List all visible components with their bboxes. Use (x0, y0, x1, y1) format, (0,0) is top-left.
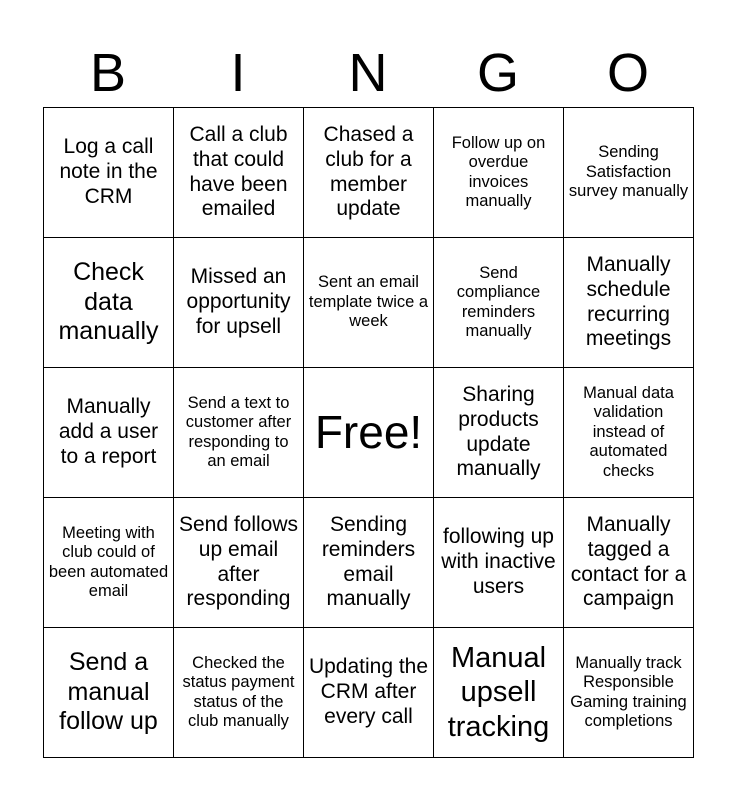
board-row-3 (44, 368, 694, 498)
bingo-cell-i5[interactable]: Checked the status payment status of the club manually (174, 628, 304, 758)
header-letter-i: I (230, 43, 246, 103)
bingo-cell-g5[interactable]: Manual upsell tracking (434, 628, 564, 758)
bingo-cell-b3[interactable]: Manually add a user to a report (44, 368, 174, 498)
bingo-cell-b4[interactable]: Meeting with club could of been automated email (44, 498, 174, 628)
bingo-cell-o3[interactable]: Manual data validation instead of automated checks (564, 368, 694, 498)
bingo-cell-g1[interactable]: Follow up on overdue invoices manually (434, 108, 564, 238)
bingo-header (43, 40, 693, 106)
board-row-5 (44, 628, 694, 758)
header-letter-b: B (89, 43, 127, 103)
bingo-cell-o5[interactable]: Manually track Responsible Gaming training completions (564, 628, 694, 758)
bingo-cell-b1[interactable]: Log a call note in the CRM (44, 108, 174, 238)
bingo-cell-b2[interactable]: Check data manually (44, 238, 174, 368)
bingo-cell-o1[interactable]: Sending Satisfaction survey manually (564, 108, 694, 238)
header-letter-n: N (348, 43, 388, 103)
board-row-4 (44, 498, 694, 628)
bingo-board (43, 107, 694, 758)
bingo-cell-g2[interactable]: Send compliance reminders manually (434, 238, 564, 368)
header-letter-o: O (606, 43, 649, 103)
bingo-cell-free[interactable]: Free! (304, 368, 434, 498)
bingo-cell-n4[interactable]: Sending reminders email manually (304, 498, 434, 628)
bingo-cell-b5[interactable]: Send a manual follow up (44, 628, 174, 758)
board-row-1 (44, 108, 694, 238)
bingo-cell-i3[interactable]: Send a text to customer after responding to an email (174, 368, 304, 498)
bingo-cell-o2[interactable]: Manually schedule recurring meetings (564, 238, 694, 368)
header-letter-g: G (476, 43, 519, 103)
bingo-cell-n2[interactable]: Sent an email template twice a week (304, 238, 434, 368)
bingo-cell-i4[interactable]: Send follows up email after responding (174, 498, 304, 628)
bingo-cell-n1[interactable]: Chased a club for a member update (304, 108, 434, 238)
bingo-cell-i1[interactable]: Call a club that could have been emailed (174, 108, 304, 238)
bingo-cell-n5[interactable]: Updating the CRM after every call (304, 628, 434, 758)
bingo-cell-g3[interactable]: Sharing products update manually (434, 368, 564, 498)
bingo-cell-g4[interactable]: following up with inactive users (434, 498, 564, 628)
bingo-cell-o4[interactable]: Manually tagged a contact for a campaign (564, 498, 694, 628)
bingo-cell-i2[interactable]: Missed an opportunity for upsell (174, 238, 304, 368)
board-row-2 (44, 238, 694, 368)
